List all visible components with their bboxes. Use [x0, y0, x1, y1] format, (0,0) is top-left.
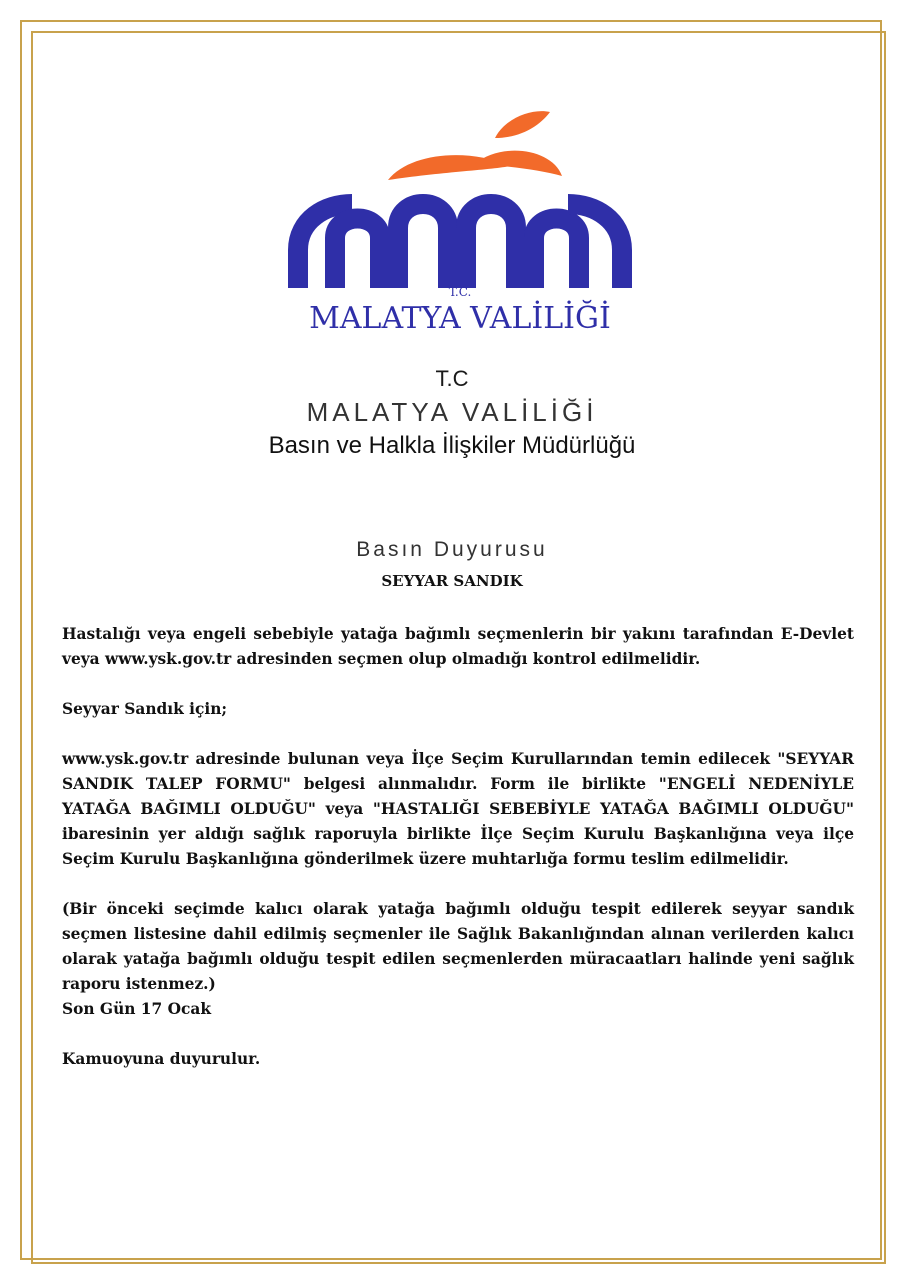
- apricot-leaf-icon: [495, 111, 550, 138]
- apricot-fruit-icon: [388, 151, 562, 180]
- logo-wordmark: MALATYA VALİLİĞİ: [309, 301, 611, 336]
- header-department: Basın ve Halkla İlişkiler Müdürlüğü: [268, 432, 636, 459]
- document-title: Basın Duyurusu: [356, 538, 548, 561]
- paragraph-exemption: (Bir önceki seçimde kalıcı olarak yatağa bağımlı olduğu tespit edilerek seyyar sandık seçmen listesine dahil edilmiş seçmenler ile Sağlık Bakanlığından alınan verilerden kalıcı olarak yatağa bağımlı olduğu tespit edilen seçmenlerden müracaatları halinde yeni sağlık raporu istenmez.): [62, 900, 854, 993]
- deadline-text: Son Gün 17 Ocak: [62, 1000, 211, 1018]
- header-governorship: MALATYA VALİLİĞİ: [306, 397, 598, 427]
- header-tc: T.C: [435, 366, 469, 391]
- paragraph-eligibility-check: Hastalığı veya engeli sebebiyle yatağa bağımlı seçmenlerin bir yakını tarafından E-Devlet veya www.ysk.gov.tr adresinden seçmen olup olmadığı kontrol edilmelidir.: [62, 625, 854, 668]
- logo-tc-label: T.C.: [448, 285, 472, 299]
- announcement-body: [62, 622, 854, 1072]
- arches-icon: [298, 204, 622, 288]
- paragraph-intro: Seyyar Sandık için;: [62, 700, 228, 718]
- malatya-valiligi-logo: [270, 100, 650, 340]
- closing-text: Kamuoyuna duyurulur.: [62, 1050, 261, 1068]
- document-subtitle: SEYYAR SANDIK: [381, 572, 523, 590]
- paragraph-instructions: www.ysk.gov.tr adresinde bulunan veya İlçe Seçim Kurullarından temin edilecek "SEYYAR SANDIK TALEP FORMU" belgesi alınmalıdır. Form ile birlikte "ENGELİ NEDENİYLE YATAĞA BAĞIMLI OLDUĞU" veya "HASTALIĞI SEBEBİYLE YATAĞA BAĞIMLI OLDUĞU" ibaresinin yer aldığı sağlık raporuyla birlikte İlçe Seçim Kurulu Başkanlığına veya ilçe Seçim Kurulu Başkanlığına gönderilmek üzere muhtarlığa formu teslim edilmelidir.: [62, 750, 854, 868]
